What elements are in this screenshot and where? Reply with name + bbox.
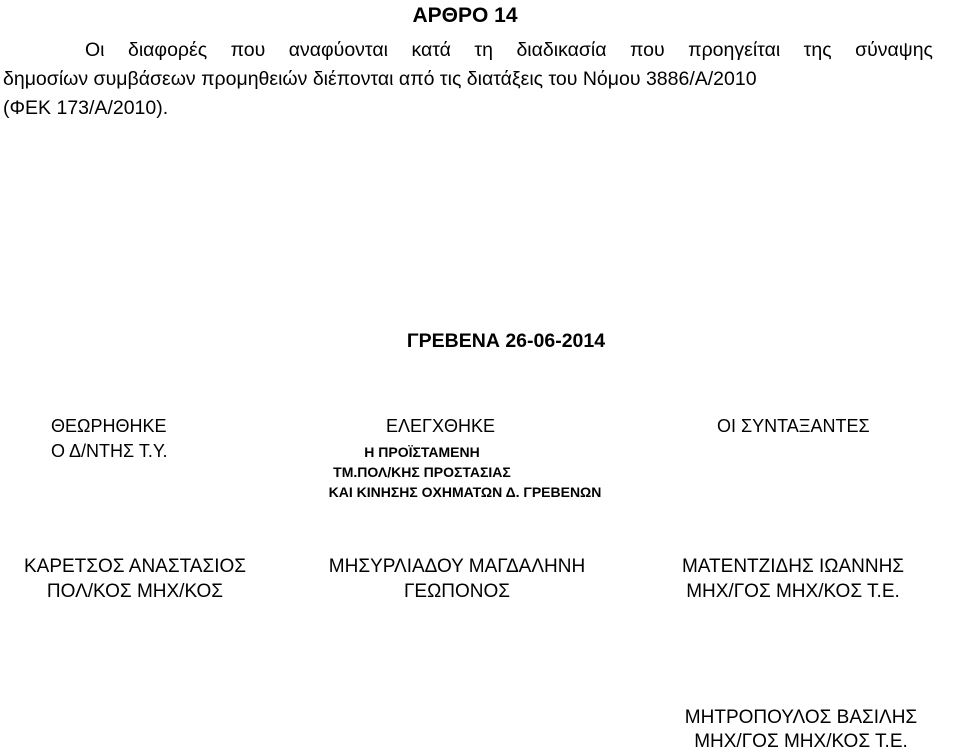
word: προηγείται — [688, 39, 781, 61]
checked-heading: ΕΛΕΓΧΘΗΚΕ — [386, 416, 495, 436]
paragraph-line-1 — [3, 36, 933, 65]
word: τη — [474, 39, 493, 61]
checked-line-3: ΚΑΙ ΚΙΝΗΣΗΣ ΟΧΗΜΑΤΩΝ Δ. ΓΡΕΒΕΝΩΝ — [328, 484, 602, 500]
signatory-4-title: ΜΗΧ/ΓΟΣ ΜΗΧ/ΚΟΣ Τ.Ε. — [694, 731, 908, 752]
signatory-4-name: ΜΗΤΡΟΠΟΥΛΟΣ ΒΑΣΙΛΗΣ — [684, 707, 918, 728]
signatory-3-name: ΜΑΤΕΝΤΖΙΔΗΣ ΙΩΑΝΝΗΣ — [681, 556, 905, 577]
article-paragraph — [3, 36, 933, 123]
reviewed-heading: ΘΕΩΡΗΘΗΚΕ — [51, 416, 167, 436]
signatory-1-title: ΠΟΛ/ΚΟΣ ΜΗΧ/ΚΟΣ — [46, 581, 224, 602]
checked-line-1: Η ΠΡΟΪΣΤΑΜΕΝΗ — [364, 444, 480, 460]
signatory-3-title: ΜΗΧ/ΓΟΣ ΜΗΧ/ΚΟΣ Τ.Ε. — [686, 581, 900, 602]
word: διαδικασία — [516, 39, 607, 61]
signatory-2-name: ΜΗΣΥΡΛΙΑΔΟΥ ΜΑΓΔΑΛΗΝΗ — [328, 556, 586, 577]
word: Οι — [85, 39, 105, 61]
signatory-1-name: ΚΑΡΕΤΣΟΣ ΑΝΑΣΤΑΣΙΟΣ — [23, 556, 247, 577]
word: που — [629, 39, 665, 61]
word: της — [803, 39, 832, 61]
authors-heading: ΟΙ ΣΥΝΤΑΞΑΝΤΕΣ — [717, 416, 870, 436]
paragraph-line-3: (ΦΕΚ 173/Α/2010). — [3, 97, 169, 119]
word: που — [230, 39, 266, 61]
word: σύναψης — [855, 39, 933, 61]
word: κατά — [411, 39, 451, 61]
date-line: ΓΡΕΒΕΝΑ 26-06-2014 — [406, 330, 606, 352]
word: διαφορές — [127, 39, 208, 61]
word: αναφύονται — [288, 39, 388, 61]
paragraph-line-2: δημοσίων συμβάσεων προμηθειών διέπονται από τις διατάξεις του Νόμου 3886/Α/2010 — [3, 68, 757, 90]
article-title: ΑΡΘΡΟ 14 — [412, 4, 518, 27]
checked-line-2: ΤΜ.ΠΟΛ/ΚΗΣ ΠΡΟΣΤΑΣΙΑΣ — [333, 464, 511, 480]
signatory-2-title: ΓΕΩΠΟΝΟΣ — [403, 581, 511, 602]
reviewed-role: Ο Δ/ΝΤΗΣ Τ.Υ. — [51, 441, 168, 461]
